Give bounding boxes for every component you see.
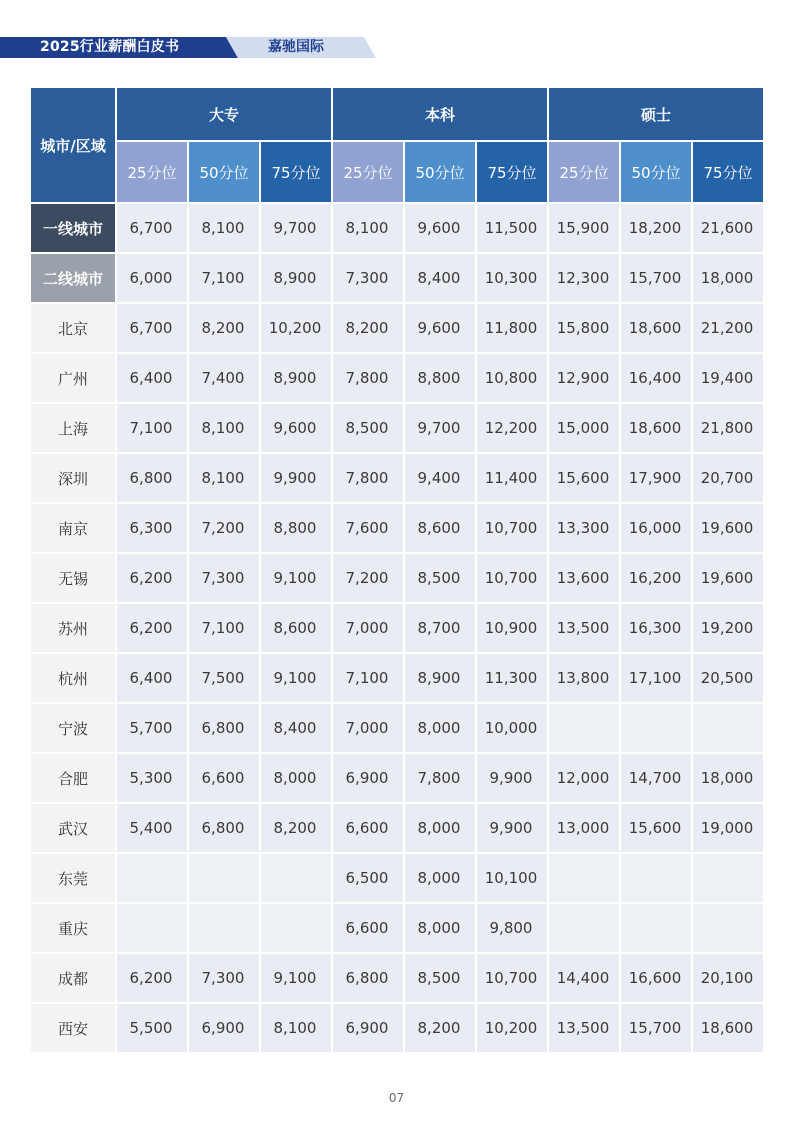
city-cell: 武汉 — [31, 804, 117, 854]
salary-cell: 8,200 — [333, 304, 405, 354]
table-row — [31, 204, 763, 254]
city-cell: 无锡 — [31, 554, 117, 604]
salary-cell: 6,800 — [189, 704, 261, 754]
salary-cell: 16,400 — [621, 354, 693, 404]
salary-cell: 19,200 — [693, 604, 763, 654]
salary-cell: 7,000 — [333, 604, 405, 654]
salary-cell: 6,600 — [333, 804, 405, 854]
salary-cell: 12,300 — [549, 254, 621, 304]
salary-cell: 8,100 — [261, 1004, 333, 1054]
group-header-bachelor: 本科 — [333, 88, 549, 142]
salary-cell: 15,600 — [621, 804, 693, 854]
salary-cell: 6,300 — [117, 504, 189, 554]
salary-cell: 7,100 — [117, 404, 189, 454]
salary-cell: 12,900 — [549, 354, 621, 404]
salary-cell: 7,800 — [333, 354, 405, 404]
salary-cell: 9,600 — [405, 304, 477, 354]
salary-cell: 8,600 — [261, 604, 333, 654]
salary-cell: 8,900 — [405, 654, 477, 704]
salary-cell: 5,300 — [117, 754, 189, 804]
city-cell: 深圳 — [31, 454, 117, 504]
table-row — [31, 304, 763, 354]
salary-cell: 5,500 — [117, 1004, 189, 1054]
salary-cell: 9,700 — [405, 404, 477, 454]
salary-cell: 13,800 — [549, 654, 621, 704]
salary-cell: 10,200 — [261, 304, 333, 354]
salary-cell: 15,600 — [549, 454, 621, 504]
salary-cell: 9,100 — [261, 654, 333, 704]
salary-cell: 7,100 — [189, 604, 261, 654]
salary-cell: 9,600 — [405, 204, 477, 254]
city-cell: 南京 — [31, 504, 117, 554]
salary-cell: 6,000 — [117, 254, 189, 304]
city-cell: 东莞 — [31, 854, 117, 904]
salary-cell: 6,900 — [189, 1004, 261, 1054]
table-row — [31, 1004, 763, 1054]
table-row — [31, 604, 763, 654]
table-row — [31, 354, 763, 404]
salary-cell: 14,700 — [621, 754, 693, 804]
salary-cell: 21,800 — [693, 404, 763, 454]
table-row — [31, 504, 763, 554]
salary-cell: 6,800 — [333, 954, 405, 1004]
table-row — [31, 704, 763, 754]
salary-cell: 20,500 — [693, 654, 763, 704]
salary-cell: 8,200 — [189, 304, 261, 354]
salary-cell: 9,900 — [261, 454, 333, 504]
salary-cell: 13,600 — [549, 554, 621, 604]
salary-cell: 7,400 — [189, 354, 261, 404]
salary-table-body — [31, 204, 763, 1054]
salary-cell: 9,400 — [405, 454, 477, 504]
salary-cell: 7,000 — [333, 704, 405, 754]
salary-cell: 9,100 — [261, 954, 333, 1004]
report-title: 2025行业薪酬白皮书 — [40, 39, 180, 55]
salary-cell: 9,900 — [477, 804, 549, 854]
salary-cell: 10,700 — [477, 504, 549, 554]
salary-cell: 7,100 — [189, 254, 261, 304]
percentile-header-50: 50分位 — [621, 142, 693, 202]
salary-cell — [549, 904, 621, 954]
table-row — [31, 904, 763, 954]
salary-cell — [117, 904, 189, 954]
table-row — [31, 554, 763, 604]
table-row — [31, 754, 763, 804]
salary-cell: 16,300 — [621, 604, 693, 654]
salary-cell: 9,700 — [261, 204, 333, 254]
salary-cell: 11,800 — [477, 304, 549, 354]
salary-cell: 8,400 — [261, 704, 333, 754]
salary-cell: 6,700 — [117, 304, 189, 354]
salary-cell: 15,900 — [549, 204, 621, 254]
page-number: 07 — [388, 1091, 405, 1105]
salary-cell: 12,200 — [477, 404, 549, 454]
city-cell: 杭州 — [31, 654, 117, 704]
salary-cell: 7,200 — [333, 554, 405, 604]
salary-cell: 6,500 — [333, 854, 405, 904]
group-header-associate: 大专 — [117, 88, 333, 142]
percentile-header-75: 75分位 — [261, 142, 333, 202]
salary-cell: 18,600 — [693, 1004, 763, 1054]
salary-cell: 11,300 — [477, 654, 549, 704]
salary-cell: 12,000 — [549, 754, 621, 804]
salary-cell: 6,800 — [117, 454, 189, 504]
salary-cell — [693, 854, 763, 904]
percentile-header-50: 50分位 — [405, 142, 477, 202]
salary-cell: 17,900 — [621, 454, 693, 504]
city-cell: 北京 — [31, 304, 117, 354]
table-row — [31, 254, 763, 304]
salary-cell: 8,500 — [405, 554, 477, 604]
percentile-header-25: 25分位 — [117, 142, 189, 202]
salary-cell: 7,800 — [405, 754, 477, 804]
salary-cell: 16,000 — [621, 504, 693, 554]
salary-cell: 15,700 — [621, 1004, 693, 1054]
salary-cell: 5,400 — [117, 804, 189, 854]
city-cell: 成都 — [31, 954, 117, 1004]
salary-cell: 20,100 — [693, 954, 763, 1004]
salary-cell: 11,500 — [477, 204, 549, 254]
salary-cell: 21,200 — [693, 304, 763, 354]
salary-cell: 8,800 — [405, 354, 477, 404]
city-column-header: 城市/区域 — [31, 88, 117, 202]
salary-cell: 16,600 — [621, 954, 693, 1004]
salary-cell: 19,600 — [693, 554, 763, 604]
salary-cell: 13,300 — [549, 504, 621, 554]
salary-cell: 6,800 — [189, 804, 261, 854]
table-row — [31, 854, 763, 904]
table-row — [31, 804, 763, 854]
salary-cell: 13,500 — [549, 1004, 621, 1054]
salary-cell: 9,900 — [477, 754, 549, 804]
salary-cell: 13,500 — [549, 604, 621, 654]
salary-cell: 6,200 — [117, 954, 189, 1004]
table-row — [31, 954, 763, 1004]
table-row — [31, 654, 763, 704]
salary-cell: 6,600 — [333, 904, 405, 954]
salary-cell: 10,900 — [477, 604, 549, 654]
salary-cell: 8,000 — [405, 804, 477, 854]
salary-cell: 15,800 — [549, 304, 621, 354]
salary-cell: 8,900 — [261, 254, 333, 304]
salary-cell: 9,600 — [261, 404, 333, 454]
percentile-header-75: 75分位 — [693, 142, 763, 202]
salary-cell: 18,600 — [621, 404, 693, 454]
city-cell: 苏州 — [31, 604, 117, 654]
salary-cell: 6,900 — [333, 1004, 405, 1054]
salary-cell — [621, 904, 693, 954]
salary-cell: 7,600 — [333, 504, 405, 554]
salary-cell: 19,400 — [693, 354, 763, 404]
salary-cell: 18,000 — [693, 254, 763, 304]
salary-cell: 7,300 — [189, 554, 261, 604]
city-cell: 一线城市 — [31, 204, 117, 254]
city-cell: 西安 — [31, 1004, 117, 1054]
salary-cell: 6,200 — [117, 554, 189, 604]
salary-cell: 17,100 — [621, 654, 693, 704]
salary-cell: 5,700 — [117, 704, 189, 754]
salary-cell — [117, 854, 189, 904]
salary-cell: 18,000 — [693, 754, 763, 804]
city-cell: 广州 — [31, 354, 117, 404]
salary-cell: 6,400 — [117, 354, 189, 404]
salary-cell: 10,100 — [477, 854, 549, 904]
salary-cell: 6,200 — [117, 604, 189, 654]
salary-cell: 15,700 — [621, 254, 693, 304]
salary-cell — [261, 904, 333, 954]
salary-cell: 9,800 — [477, 904, 549, 954]
salary-cell: 7,300 — [189, 954, 261, 1004]
salary-cell: 6,900 — [333, 754, 405, 804]
salary-cell: 19,600 — [693, 504, 763, 554]
salary-cell: 19,000 — [693, 804, 763, 854]
salary-cell: 10,800 — [477, 354, 549, 404]
salary-cell: 9,100 — [261, 554, 333, 604]
salary-cell — [261, 854, 333, 904]
salary-cell: 8,100 — [189, 204, 261, 254]
salary-cell: 10,200 — [477, 1004, 549, 1054]
salary-cell: 8,000 — [405, 704, 477, 754]
salary-cell: 8,200 — [405, 1004, 477, 1054]
salary-cell: 8,200 — [261, 804, 333, 854]
salary-cell: 8,900 — [261, 354, 333, 404]
salary-cell: 7,100 — [333, 654, 405, 704]
city-cell: 重庆 — [31, 904, 117, 954]
salary-cell: 8,100 — [333, 204, 405, 254]
percentile-header-25: 25分位 — [333, 142, 405, 202]
salary-cell: 10,700 — [477, 554, 549, 604]
salary-cell: 10,000 — [477, 704, 549, 754]
salary-cell: 8,500 — [405, 954, 477, 1004]
salary-cell: 10,700 — [477, 954, 549, 1004]
salary-cell: 7,300 — [333, 254, 405, 304]
salary-cell — [189, 904, 261, 954]
salary-cell: 8,400 — [405, 254, 477, 304]
salary-cell: 18,200 — [621, 204, 693, 254]
salary-cell — [621, 854, 693, 904]
city-cell: 上海 — [31, 404, 117, 454]
salary-cell — [189, 854, 261, 904]
group-header-master: 硕士 — [549, 88, 763, 142]
salary-cell: 8,800 — [261, 504, 333, 554]
salary-cell: 16,200 — [621, 554, 693, 604]
salary-cell: 20,700 — [693, 454, 763, 504]
salary-cell: 6,400 — [117, 654, 189, 704]
salary-cell — [549, 704, 621, 754]
salary-table — [31, 88, 763, 1054]
salary-cell: 8,600 — [405, 504, 477, 554]
salary-cell: 18,600 — [621, 304, 693, 354]
salary-cell — [549, 854, 621, 904]
salary-cell: 8,100 — [189, 454, 261, 504]
salary-cell: 8,000 — [405, 854, 477, 904]
report-header — [0, 37, 380, 58]
percentile-header-25: 25分位 — [549, 142, 621, 202]
percentile-header-50: 50分位 — [189, 142, 261, 202]
salary-cell: 13,000 — [549, 804, 621, 854]
city-cell: 宁波 — [31, 704, 117, 754]
salary-cell: 6,700 — [117, 204, 189, 254]
salary-cell: 10,300 — [477, 254, 549, 304]
percentile-header-75: 75分位 — [477, 142, 549, 202]
salary-cell: 8,500 — [333, 404, 405, 454]
table-row — [31, 454, 763, 504]
salary-cell: 7,500 — [189, 654, 261, 704]
salary-cell: 15,000 — [549, 404, 621, 454]
salary-cell: 6,600 — [189, 754, 261, 804]
salary-cell: 8,000 — [261, 754, 333, 804]
salary-cell: 8,100 — [189, 404, 261, 454]
salary-cell: 21,600 — [693, 204, 763, 254]
salary-cell — [693, 704, 763, 754]
city-cell: 二线城市 — [31, 254, 117, 304]
city-cell: 合肥 — [31, 754, 117, 804]
salary-cell: 8,700 — [405, 604, 477, 654]
brand-name: 嘉驰国际 — [268, 39, 324, 55]
salary-cell — [621, 704, 693, 754]
salary-cell: 7,800 — [333, 454, 405, 504]
table-row — [31, 404, 763, 454]
salary-cell: 14,400 — [549, 954, 621, 1004]
salary-cell: 7,200 — [189, 504, 261, 554]
salary-cell — [693, 904, 763, 954]
salary-cell: 8,000 — [405, 904, 477, 954]
salary-cell: 11,400 — [477, 454, 549, 504]
